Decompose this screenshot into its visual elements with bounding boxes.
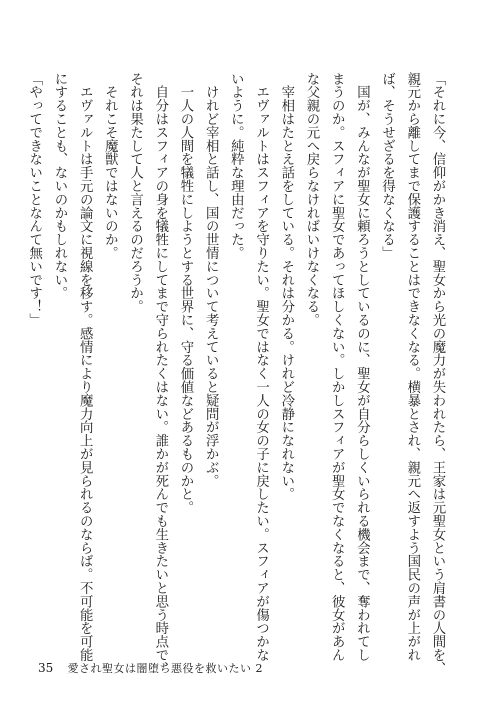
text-line: 「それに今、信仰がかき消え、聖女から光の魔力が失われたら、王家は元聖女という肩書の人間を、 [430,72,445,675]
running-title: 愛され聖女は闇堕ち悪役を救いたい 2 [67,662,263,675]
text-line: 親元から離してまで保護することはできなくなる。横暴とされ、親元へ返すよう国民の声が上がれ [404,72,420,662]
text-line: にすることも、ないのかもしれない。 [51,72,67,300]
text-line: それこそ魔獣ではないのか。 [102,72,118,260]
text-line: 「やってできないことなんて無いです！」 [26,72,42,327]
text-line: な父親の元へ戻らなければいけなくなる。 [303,72,319,327]
text-line: ば、そうせざるを得なくなる」 [379,72,395,260]
text-line: エヴァルトはスフィアを守りたい。聖女ではなく一人の女の子に戻したい。スフィアが傷つかな [253,72,269,662]
text-line: 国が、みんなが聖女に頼ろうとしているのに、聖女が自分らしくいられる機会まで、奪われてし [354,72,370,662]
text-line: エヴァルトは手元の論文に視線を移す。感情により魔力向上が見られるのならば。不可能を可能 [77,72,93,662]
text-line: いように。純粋な理由だった。 [228,72,244,260]
text-line: けれど宰相と話し、国の世情について考えていると疑問が浮かぶ。 [203,72,219,488]
text-line: 宰相はたとえ話をしている。それは分かる。けれど冷静になれない。 [278,72,294,501]
page-number: 35 [38,661,54,675]
text-line: 一人の人間を犠牲にしようとする世界に、守る価値などあるものかと。 [177,72,193,515]
page-footer [38,660,263,676]
text-line: それは果たして人と言えるのだろうか。 [127,72,143,314]
text-line: 自分はスフィアの身を犠牲にしてまで守られたくはない。誰かが死んでも生きたいと思う時点で、 [152,72,168,675]
text-line: まうのか。スフィアに聖女であってほしくない。しかしスフィアが聖女でなくなると、彼女があん [329,72,345,662]
